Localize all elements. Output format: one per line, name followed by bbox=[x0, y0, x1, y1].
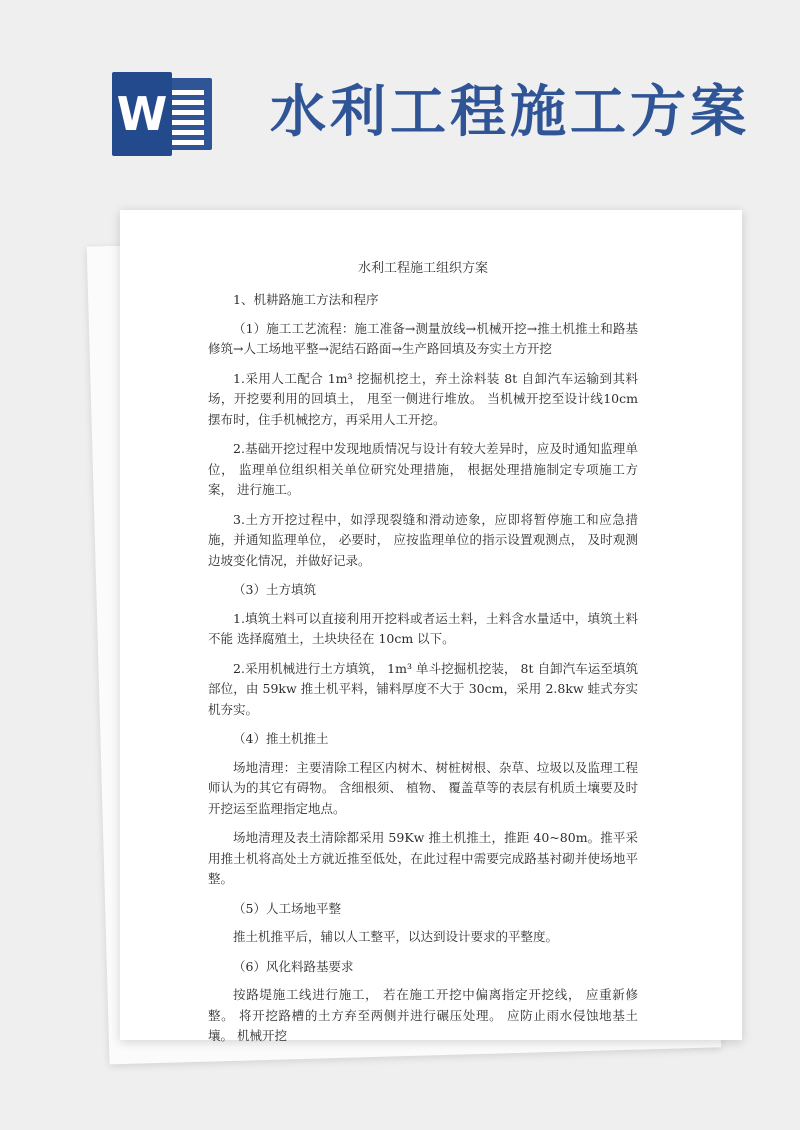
paragraph: 2.基础开挖过程中发现地质情况与设计有较大差异时，应及时通知监理单位， 监理单位组织相关单位研究处理措施， 根据处理措施制定专项施工方案， 进行施工。 bbox=[208, 441, 638, 497]
paragraph: 3.土方开挖过程中，如浮现裂缝和滑动迹象，应即将暂停施工和应急措施，并通知监理单位， 必要时， 应按监理单位的指示设置观测点， 及时观测边坡变化情况，并做好记录。 bbox=[208, 511, 638, 568]
paragraph: （3）土方填筑 bbox=[233, 582, 316, 597]
paragraph: 1.填筑土料可以直接利用开挖料或者运土料，土料含水量适中，填筑土料不能 选择腐殖土，土块块径在 10cm 以下。 bbox=[208, 610, 638, 646]
paragraph: 1.采用人工配合 1m³ 挖掘机挖土，弃土涂料装 8t 自卸汽车运输到其料场，开挖要利用的回填土， 甩至一侧进行堆放。 当机械开挖至设计线10cm 摆布时，住手机械挖方，再采用人工开挖。 bbox=[208, 370, 638, 427]
paragraph: 按路堤施工线进行施工， 若在施工开挖中偏离指定开挖线， 应重新修整。 将开挖路槽的土方弃至两侧并进行碾压处理。 应防止雨水侵蚀地基土壤。 机械开挖 bbox=[208, 987, 638, 1043]
paragraph: （1）施工工艺流程：施工准备→测量放线→机械开挖→推土机推土和路基修筑→人工场地平整→泥结石路面→生产路回填及夯实土方开挖 bbox=[208, 320, 638, 356]
paragraph: （5）人工场地平整 bbox=[233, 900, 341, 916]
paragraph: （6）风化料路基要求 bbox=[233, 958, 354, 974]
document-page bbox=[120, 210, 742, 1043]
document-title: 水利工程施工组织方案 bbox=[357, 261, 488, 276]
paragraph: 2.采用机械进行土方填筑， 1m³ 单斗挖掘机挖装， 8t 自卸汽车运至填筑部位，由 59kw 推土机平料，铺料厚度不大于 30cm，采用 2.8kw 蛙式夯实机夯实。 bbox=[208, 660, 638, 717]
paragraph: 场地清理及表土清除都采用 59Kw 推土机推土，推距 40~80m。推平采用推土机将高处土方就近推至低处，在此过程中需要完成路基衬砌并使场地平整。 bbox=[208, 830, 638, 886]
paragraph: 场地清理：主要清除工程区内树木、树桩树根、杂草、垃圾以及监理工程师认为的其它有碍物。 含细根须、 植物、 覆盖草等的表层有机质土壤要及时开挖运至监理指定地点。 bbox=[208, 759, 638, 816]
banner bbox=[0, 0, 800, 210]
document-content bbox=[208, 258, 638, 1056]
paragraph: 1、机耕路施工方法和程序 bbox=[233, 292, 379, 307]
banner-title: 水利工程施工方案 bbox=[270, 80, 750, 145]
paragraph: （4）推土机推土 bbox=[233, 731, 329, 746]
paragraph: 推土机推平后，辅以人工整平，以达到设计要求的平整度。 bbox=[233, 929, 559, 944]
word-icon bbox=[112, 72, 216, 156]
word-logo-letter: W bbox=[112, 72, 172, 156]
